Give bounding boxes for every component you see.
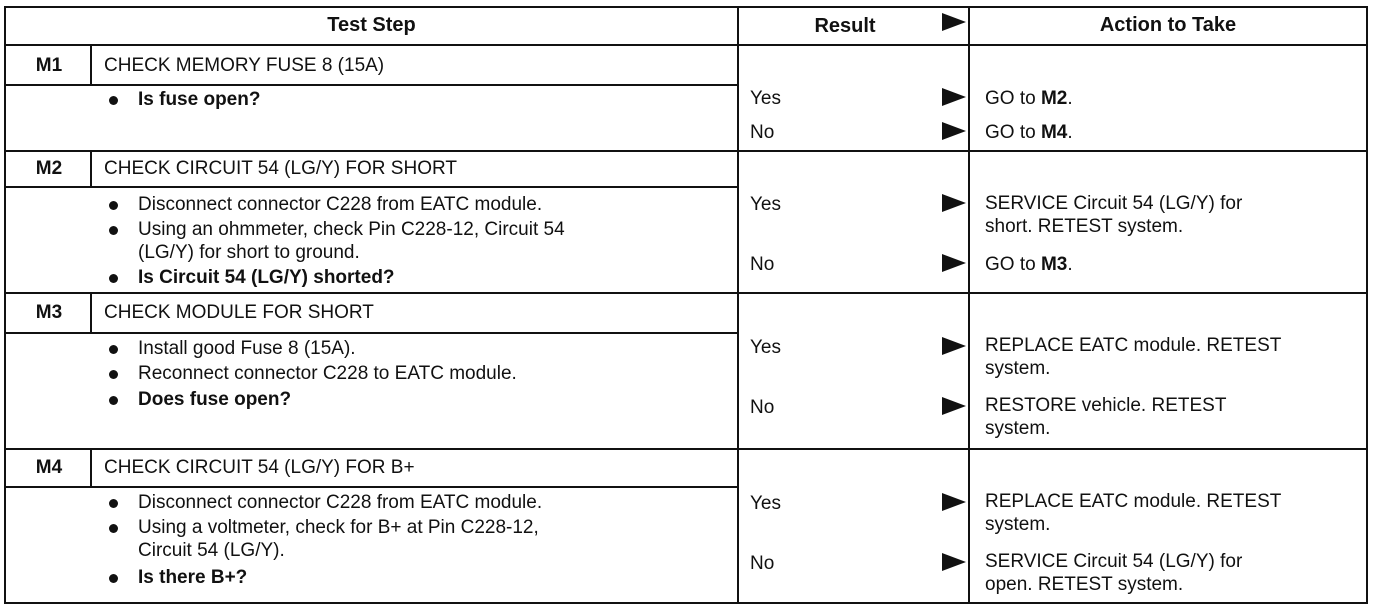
step-id: M1 bbox=[35, 55, 63, 76]
frame-right bbox=[1366, 6, 1368, 604]
action-step-ref: M3 bbox=[1040, 254, 1068, 275]
bullet-text: Install good Fuse 8 (15A). bbox=[138, 338, 356, 359]
action-text: SERVICE Circuit 54 (LG/Y) for bbox=[985, 551, 1243, 572]
bullet-text: Disconnect connector C228 from EATC module. bbox=[138, 492, 543, 513]
col-divider-action bbox=[968, 6, 970, 604]
action-text: system. bbox=[985, 358, 1051, 379]
bullet-icon bbox=[109, 96, 118, 105]
result-arrow-icon bbox=[942, 493, 966, 511]
action-text: REPLACE EATC module. RETEST bbox=[985, 491, 1282, 512]
bullet-text: Disconnect connector C228 from EATC module. bbox=[138, 194, 543, 215]
result-text: No bbox=[750, 397, 775, 418]
step-id-divider bbox=[90, 292, 92, 332]
bullet-text: (LG/Y) for short to ground. bbox=[138, 242, 360, 263]
frame-bottom bbox=[4, 602, 1368, 604]
action-text: GO to M3. bbox=[985, 254, 1073, 275]
bullet-icon bbox=[109, 499, 118, 508]
action-text: system. bbox=[985, 418, 1051, 439]
result-arrow-icon bbox=[942, 553, 966, 571]
action-text: REPLACE EATC module. RETEST bbox=[985, 335, 1282, 356]
bullet-icon bbox=[109, 201, 118, 210]
step-id: M2 bbox=[35, 158, 63, 179]
step-title: CHECK MODULE FOR SHORT bbox=[104, 302, 374, 323]
row-divider bbox=[4, 292, 1368, 294]
result-text: No bbox=[750, 122, 775, 143]
header-divider bbox=[4, 44, 1368, 46]
action-text: short. RETEST system. bbox=[985, 216, 1184, 237]
result-text: No bbox=[750, 553, 775, 574]
action-text: RESTORE vehicle. RETEST bbox=[985, 395, 1227, 416]
row-divider bbox=[4, 150, 1368, 152]
step-title: CHECK CIRCUIT 54 (LG/Y) FOR SHORT bbox=[104, 158, 457, 179]
step-title: CHECK CIRCUIT 54 (LG/Y) FOR B+ bbox=[104, 457, 415, 478]
result-arrow-icon bbox=[942, 337, 966, 355]
bullet-text: Using an ohmmeter, check Pin C228-12, Circuit 54 bbox=[138, 219, 565, 240]
header-result: Result bbox=[814, 15, 876, 37]
bullet-text: Circuit 54 (LG/Y). bbox=[138, 540, 285, 561]
step-title-divider bbox=[4, 84, 739, 86]
step-id-divider bbox=[90, 448, 92, 486]
result-text: No bbox=[750, 254, 775, 275]
result-arrow-icon bbox=[942, 254, 966, 272]
bullet-icon bbox=[109, 226, 118, 235]
bullet-icon bbox=[109, 370, 118, 379]
step-title-divider bbox=[4, 186, 739, 188]
action-text: SERVICE Circuit 54 (LG/Y) for bbox=[985, 193, 1243, 214]
header-action: Action to Take bbox=[1099, 14, 1237, 36]
bullet-text: Is fuse open? bbox=[138, 89, 261, 110]
step-id-divider bbox=[90, 46, 92, 84]
step-title-divider bbox=[4, 486, 739, 488]
step-id-divider bbox=[90, 150, 92, 186]
header-test-step: Test Step bbox=[327, 14, 416, 36]
result-text: Yes bbox=[750, 493, 781, 514]
step-id: M4 bbox=[35, 457, 63, 478]
bullet-icon bbox=[109, 574, 118, 583]
col-divider-result bbox=[737, 6, 739, 604]
bullet-icon bbox=[109, 345, 118, 354]
step-title-divider bbox=[4, 332, 739, 334]
bullet-icon bbox=[109, 524, 118, 533]
action-text: GO to M2. bbox=[985, 88, 1073, 109]
bullet-text: Reconnect connector C228 to EATC module. bbox=[138, 363, 517, 384]
action-text: open. RETEST system. bbox=[985, 574, 1184, 595]
bullet-text: Using a voltmeter, check for B+ at Pin C228-12, bbox=[138, 517, 539, 538]
action-step-ref: M2 bbox=[1040, 88, 1068, 109]
frame-left bbox=[4, 6, 6, 604]
step-title: CHECK MEMORY FUSE 8 (15A) bbox=[104, 55, 385, 76]
action-text: GO to M4. bbox=[985, 122, 1073, 143]
bullet-text: Is Circuit 54 (LG/Y) shorted? bbox=[138, 267, 395, 288]
result-text: Yes bbox=[750, 337, 781, 358]
result-arrow-icon bbox=[942, 194, 966, 212]
header-arrow-icon bbox=[942, 13, 966, 31]
step-id: M3 bbox=[35, 302, 63, 323]
action-text: system. bbox=[985, 514, 1051, 535]
bullet-icon bbox=[109, 274, 118, 283]
bullet-icon bbox=[109, 396, 118, 405]
frame-top bbox=[4, 6, 1368, 8]
bullet-text: Does fuse open? bbox=[138, 389, 292, 410]
result-text: Yes bbox=[750, 88, 781, 109]
result-arrow-icon bbox=[942, 88, 966, 106]
action-step-ref: M4 bbox=[1040, 122, 1068, 143]
result-arrow-icon bbox=[942, 397, 966, 415]
row-divider bbox=[4, 448, 1368, 450]
result-arrow-icon bbox=[942, 122, 966, 140]
result-text: Yes bbox=[750, 194, 781, 215]
bullet-text: Is there B+? bbox=[138, 567, 248, 588]
